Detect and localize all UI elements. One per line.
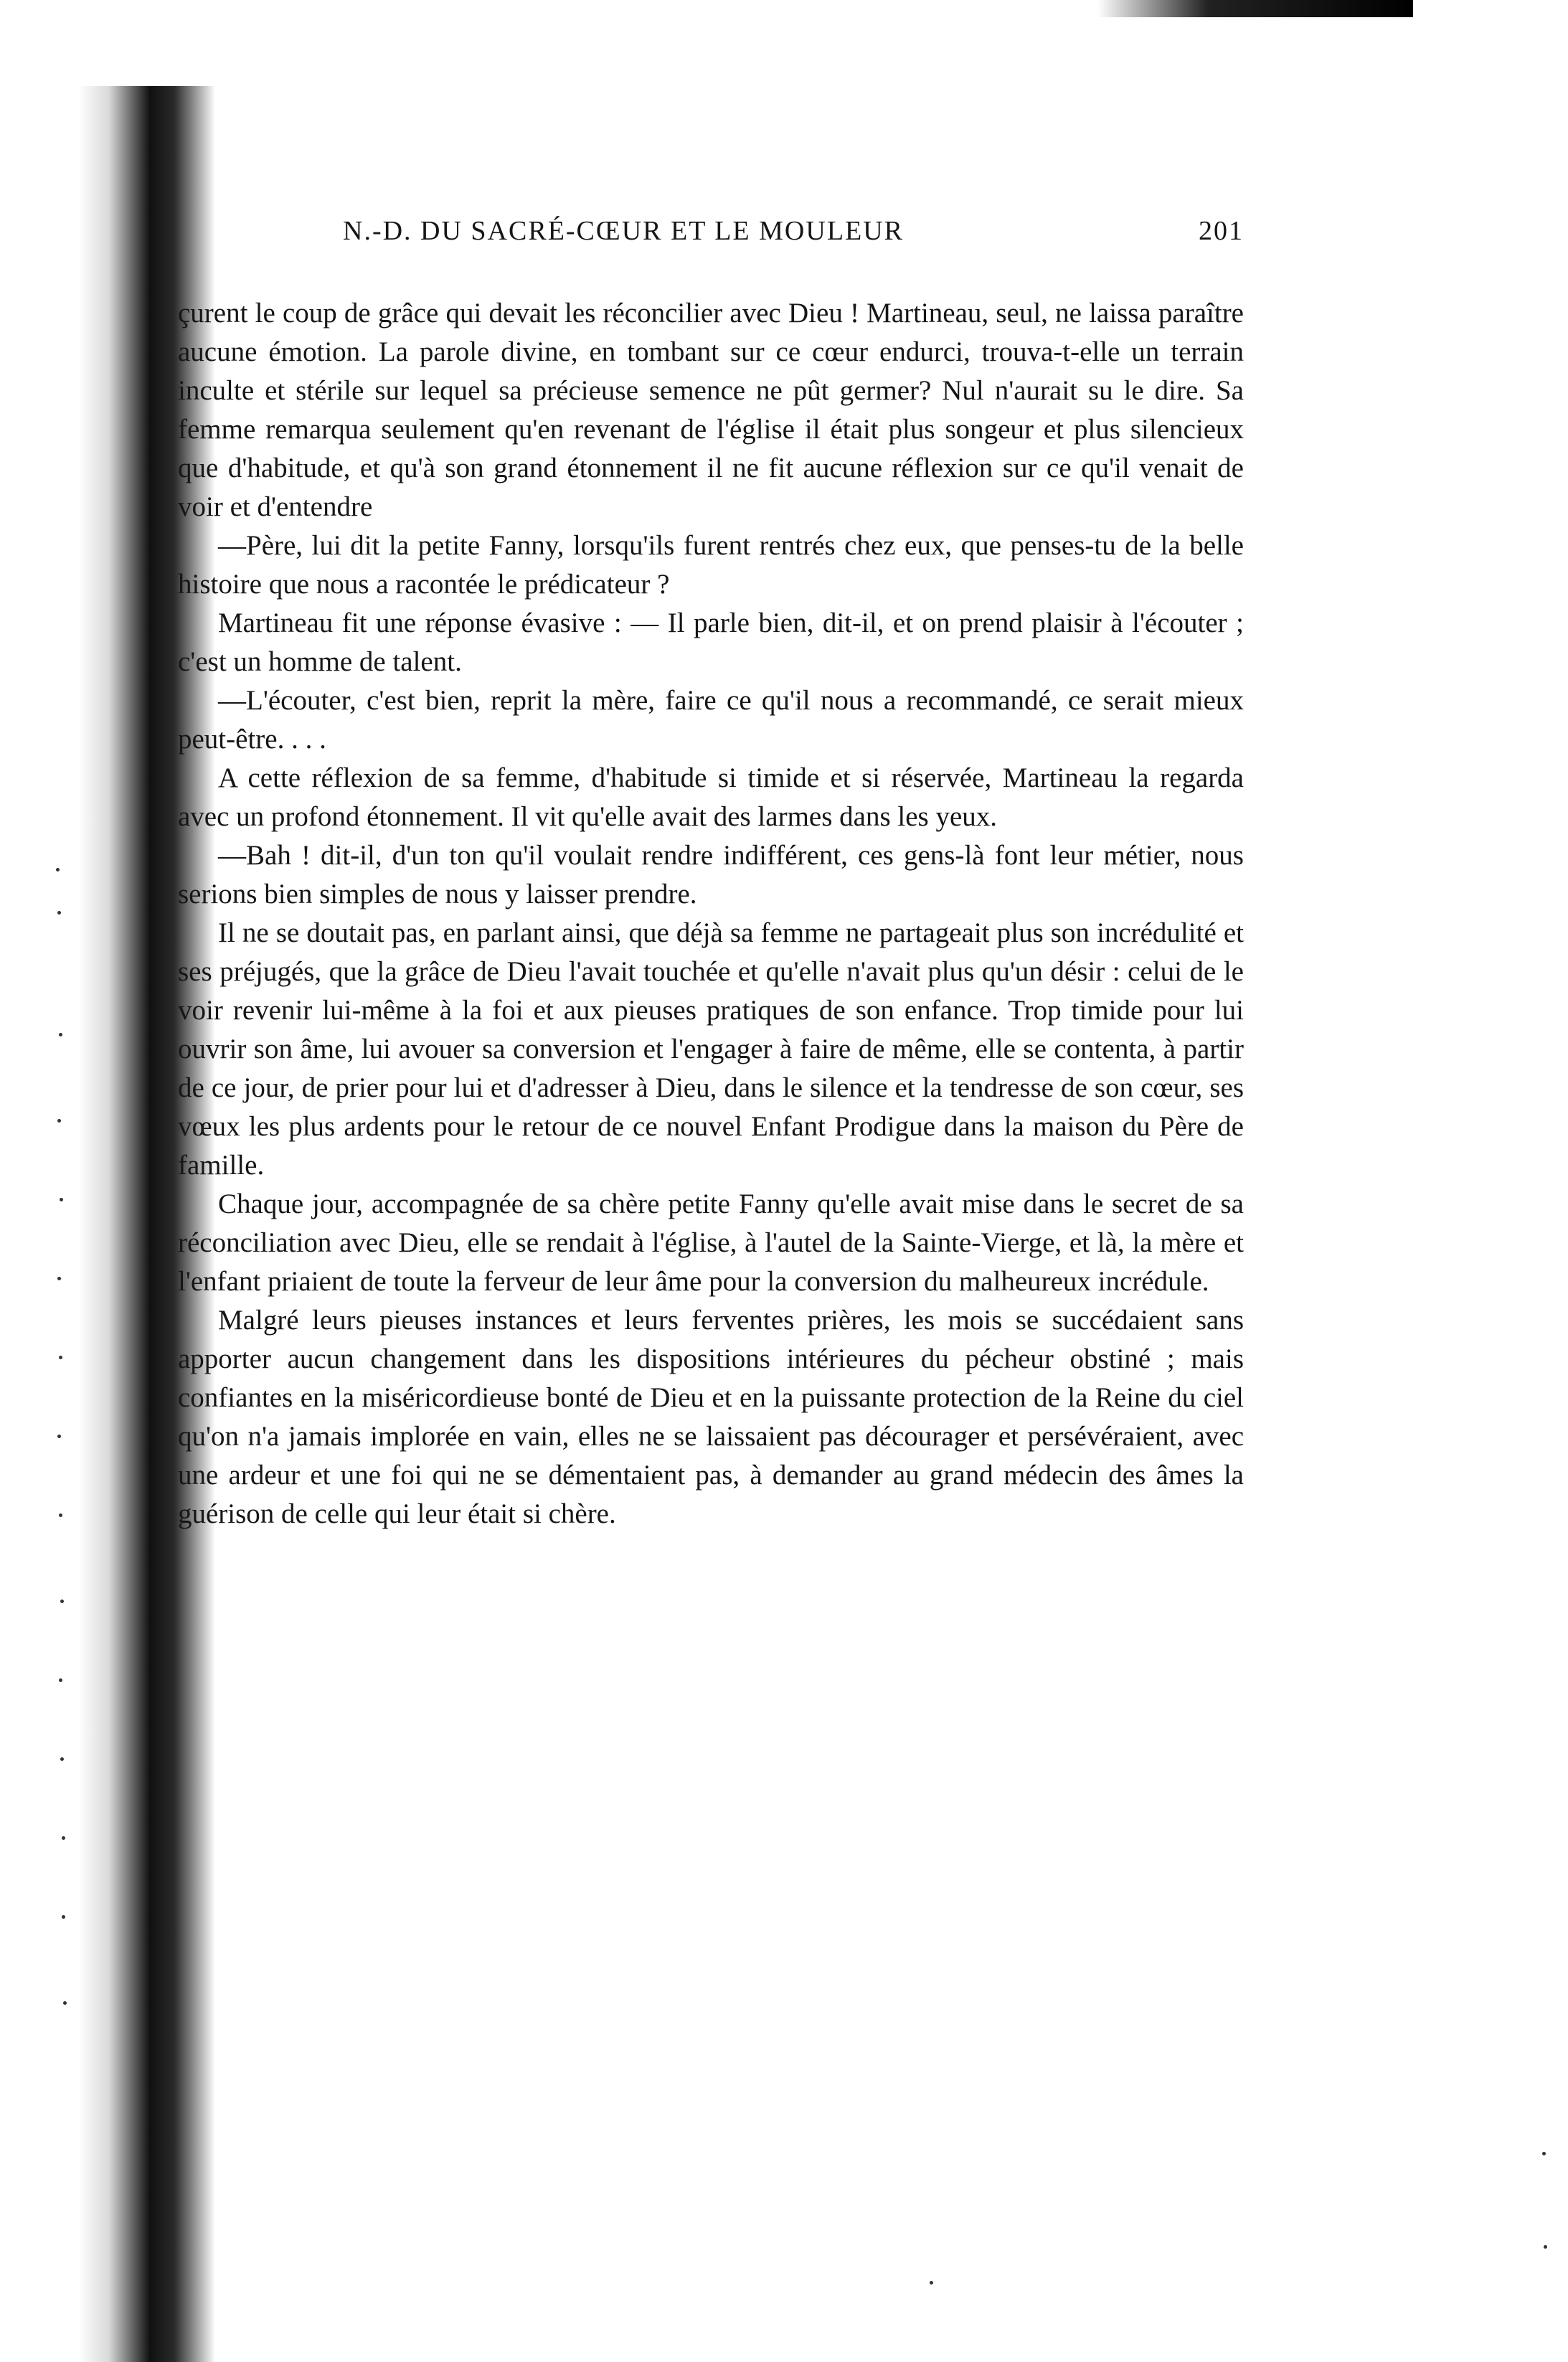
running-head-title: N.-D. DU SACRÉ-CŒUR ET LE MOULEUR <box>343 216 905 246</box>
margin-speck <box>1542 2152 1546 2155</box>
margin-speck <box>57 1277 61 1280</box>
margin-speck <box>57 1435 61 1438</box>
margin-speck <box>62 1836 65 1840</box>
paragraph: —Bah ! dit-il, d'un ton qu'il voulait rendre indifférent, ces gens-là font leur métier, nous serions bien simples de nous y laisser prendre. <box>178 840 1244 910</box>
margin-speck <box>60 1600 64 1603</box>
book-page <box>178 215 1244 1534</box>
margin-speck <box>59 1513 62 1517</box>
margin-speck <box>57 911 61 915</box>
margin-speck <box>59 1033 62 1036</box>
paragraph: Martineau fit une réponse évasive : — Il parle bien, dit-il, et on prend plaisir à l'écouter ; c'est un homme de talent. <box>178 608 1244 677</box>
paragraph: —Père, lui dit la petite Fanny, lorsqu'ils furent rentrés chez eux, que penses-tu de la belle histoire que nous a racontée le prédicateur ? <box>178 530 1244 600</box>
scan-top-mark <box>1097 0 1413 17</box>
paragraph: A cette réflexion de sa femme, d'habitude si timide et si réservée, Martineau la regarda avec un profond étonnement. Il vit qu'elle avait des larmes dans les yeux. <box>178 762 1244 832</box>
margin-speck <box>1544 2245 1547 2249</box>
paragraph: çurent le coup de grâce qui devait les réconcilier avec Dieu ! Martineau, seul, ne laissa paraître aucune émotion. La parole divine, en tombant sur ce cœur endurci, trouva-t-elle un terrain inculte et stérile sur lequel sa précieuse semence ne pût germer? Nul n'aurait su le dire. Sa femme remarqua seulement qu'en revenant de l'église il était plus songeur et plus silencieux que d'habitude, et qu'à son grand étonnement il ne fit aucune réflexion sur ce qu'il venait de voir et d'entendre <box>178 298 1244 522</box>
margin-speck <box>62 1915 65 1919</box>
paragraph: —L'écouter, c'est bien, reprit la mère, faire ce qu'il nous a recommandé, ce serait mieux peut-être. . . . <box>178 685 1244 755</box>
paragraph: Il ne se doutait pas, en parlant ainsi, que déjà sa femme ne partageait plus son incrédulité et ses préjugés, que la grâce de Dieu l'avait touchée et qu'elle n'avait plus qu'un désir : celui de le voir revenir lui-même à la foi et aux pieuses pratiques de son enfance. Trop timide pour lui ouvrir son âme, lui avouer sa conversion et l'engager à faire de même, elle se contenta, à partir de ce jour, de prier pour lui et d'adresser à Dieu, dans le silence et la tendresse de son cœur, ses vœux les plus ardents pour le retour de ce nouvel Enfant Prodigue dans la maison du Père de famille. <box>178 917 1244 1181</box>
paragraph: Chaque jour, accompagnée de sa chère petite Fanny qu'elle avait mise dans le secret de sa réconciliation avec Dieu, elle se rendait à l'église, à l'autel de la Sainte-Vierge, et là, la mère et l'enfant priaient de toute la ferveur de leur âme pour la conversion du malheureux incrédule. <box>178 1189 1244 1297</box>
paragraph: Malgré leurs pieuses instances et leurs ferventes prières, les mois se succédaient sans apporter aucun changement dans les dispositions intérieures du pécheur obstiné ; mais confiantes en la miséricordieuse bonté de Dieu et en la puissante protection de la Reine du ciel qu'on n'a jamais implorée en vain, elles ne se laissaient pas décourager et persévéraient, avec une ardeur et une foi qui ne se démentaient pas, à demander au grand médecin des âmes la guérison de celle qui leur était si chère. <box>178 1305 1244 1529</box>
margin-speck <box>63 2001 67 2005</box>
body-text <box>178 294 1244 1534</box>
margin-speck <box>60 1198 63 1201</box>
margin-speck <box>60 1757 64 1761</box>
page-number: 201 <box>1199 216 1244 246</box>
margin-speck <box>56 868 60 871</box>
margin-speck <box>59 1356 62 1359</box>
margin-speck <box>59 1678 62 1682</box>
running-head <box>178 215 1244 267</box>
margin-speck <box>930 2281 933 2285</box>
margin-speck <box>57 1119 61 1123</box>
